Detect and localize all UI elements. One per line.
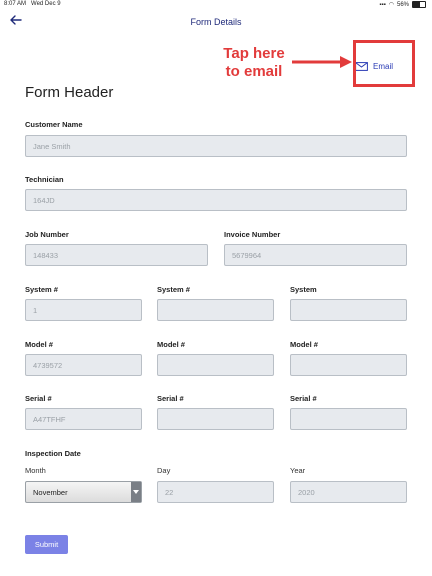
- chevron-down-icon: [131, 482, 141, 502]
- battery-percent: 56%: [396, 1, 409, 8]
- serial-field-1[interactable]: [25, 408, 142, 430]
- status-bar: [0, 0, 432, 10]
- month-label: Month: [25, 466, 46, 475]
- invoice-number-field[interactable]: [224, 244, 407, 266]
- month-select[interactable]: [25, 481, 142, 503]
- model-label-3: Model #: [290, 340, 318, 349]
- battery-icon: [412, 1, 426, 8]
- system-label-3: System: [290, 285, 317, 294]
- year-label: Year: [290, 466, 306, 475]
- serial-label-2: Serial #: [157, 394, 184, 403]
- serial-label-3: Serial #: [290, 394, 317, 403]
- status-time: 8:07 AM: [4, 1, 27, 7]
- system-field-2[interactable]: [157, 299, 274, 321]
- model-label-1: Model #: [25, 340, 53, 349]
- year-field[interactable]: [290, 481, 407, 503]
- serial-field-2[interactable]: [157, 408, 274, 430]
- month-select-value: November: [33, 487, 68, 497]
- serial-label-1: Serial #: [25, 394, 52, 403]
- inspection-date-label: Inspection Date: [25, 449, 81, 458]
- day-label: Day: [157, 466, 171, 475]
- job-number-label: Job Number: [25, 230, 69, 239]
- page-title: Form Details: [190, 17, 242, 27]
- model-field-3[interactable]: [290, 354, 407, 376]
- technician-label: Technician: [25, 175, 64, 184]
- customer-name-field[interactable]: [25, 135, 407, 157]
- model-field-2[interactable]: [157, 354, 274, 376]
- form-header: Form Header: [25, 84, 114, 101]
- status-date: Wed Dec 9: [31, 1, 61, 7]
- technician-field[interactable]: [25, 189, 407, 211]
- annotation-text: Tap here to email: [223, 45, 285, 80]
- submit-button[interactable]: Submit: [25, 535, 68, 554]
- annotation-arrow-icon: [292, 55, 352, 69]
- system-field-1[interactable]: [25, 299, 142, 321]
- serial-field-3[interactable]: [290, 408, 407, 430]
- job-number-field[interactable]: [25, 244, 208, 266]
- day-field[interactable]: [157, 481, 274, 503]
- annotation-highlight-box: [353, 40, 415, 87]
- customer-name-label: Customer Name: [25, 120, 83, 129]
- invoice-number-label: Invoice Number: [224, 230, 281, 239]
- model-label-2: Model #: [157, 340, 185, 349]
- wifi-icon: ◠: [388, 2, 394, 8]
- email-button-label: Email: [373, 61, 394, 71]
- system-field-3[interactable]: [290, 299, 407, 321]
- signal-icon: ▪▪▪: [379, 1, 386, 8]
- system-label-1: System #: [25, 285, 58, 294]
- model-field-1[interactable]: [25, 354, 142, 376]
- system-label-2: System #: [157, 285, 190, 294]
